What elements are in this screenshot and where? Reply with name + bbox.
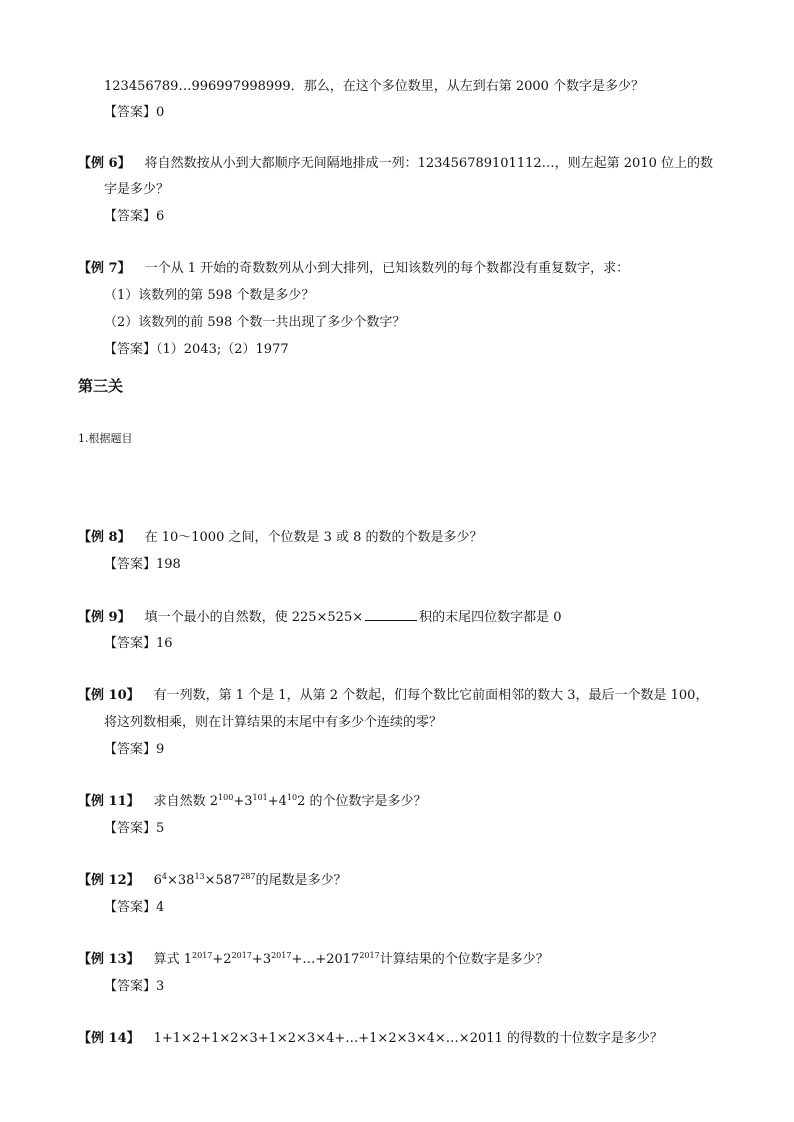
section-title: 第三关 [78, 377, 124, 395]
intro-text: 123456789…996997998999．那么，在这个多位数里，从左到右第 2000 个数字是多少？ [104, 79, 645, 94]
example-10-answer [104, 741, 164, 759]
example-7-q2: （2）该数列的前 598 个数一共出现了多少个数字？ [104, 315, 406, 330]
example-14-tag: 【例 14】 [78, 1031, 140, 1046]
example-8-line1 [78, 529, 483, 547]
example-8-tag: 【例 8】 [78, 530, 131, 545]
answer-value: 3 [156, 979, 165, 994]
intro-answer [104, 104, 164, 122]
answer-value: （1）2043;（2）1977 [156, 342, 289, 357]
example-12-text: $6^4\times 38^{13}\times 587^{287}$的尾数是多少？ [153, 872, 347, 888]
answer-label: 【答案】 [104, 900, 157, 915]
example-10-line2: 将这列数相乘，则在计算结果的末尾中有多少个连续的零？ [104, 715, 443, 730]
example-9-line1 [78, 608, 562, 627]
example-6-line2: 字是多少？ [104, 182, 170, 197]
answer-label: 【答案】 [104, 342, 157, 357]
example-13-answer [104, 978, 164, 996]
example-14-line1 [78, 1030, 663, 1048]
example-12-answer [104, 899, 164, 917]
example-12-tag: 【例 12】 [78, 873, 140, 888]
answer-value: 198 [156, 557, 181, 572]
example-8-text: 在 10～1000 之间，个位数是 3 或 8 的数的个数是多少？ [144, 530, 483, 545]
section-subtitle: 1.根据题目 [78, 432, 133, 445]
example-7-tag: 【例 7】 [78, 261, 131, 276]
fill-in-blank [365, 608, 417, 621]
answer-label: 【答案】 [104, 742, 157, 757]
example-11-text: 求自然数 $2^{100}+3^{101}+4^{10}2$ 的个位数字是多少？ [153, 793, 427, 809]
example-11-answer [104, 820, 164, 838]
example-7-line1 [78, 260, 629, 278]
example-7-q1: （1）该数列的第 598 个数是多少？ [104, 288, 315, 303]
example-11-line1 [78, 793, 427, 811]
answer-value: 4 [156, 900, 165, 915]
example-13-tag: 【例 13】 [78, 952, 140, 967]
answer-value: 16 [156, 636, 173, 651]
answer-value: 6 [156, 209, 165, 224]
example-10-tag: 【例 10】 [78, 688, 140, 703]
answer-label: 【答案】 [104, 557, 157, 572]
example-6-tag: 【例 6】 [78, 156, 131, 171]
answer-value: 9 [156, 742, 165, 757]
example-8-answer [104, 556, 181, 574]
example-6-text: 将自然数按从小到大都顺序无间隔地排成一列：123456789101112…，则左起第 2010 位上的数 [144, 156, 713, 171]
example-9-tag: 【例 9】 [78, 610, 131, 625]
answer-value: 0 [156, 105, 165, 120]
answer-label: 【答案】 [104, 979, 157, 994]
example-7-text: 一个从 1 开始的奇数数列从小到大排列，已知该数列的每个数都没有重复数字，求： [144, 261, 630, 276]
example-9-text-after: 积的末尾四位数字都是 0 [419, 610, 562, 625]
example-11-tag: 【例 11】 [78, 794, 140, 809]
example-10-line1 [78, 687, 708, 705]
answer-value: 5 [156, 821, 165, 836]
example-6-answer [104, 208, 164, 226]
example-14-text: 1+1×2+1×2×3+1×2×3×4+…+1×2×3×4×…×2011 的得数的十位数字是多少？ [153, 1031, 663, 1046]
example-13-line1 [78, 951, 549, 969]
example-9-answer [104, 635, 173, 653]
example-7-answer [104, 341, 289, 359]
answer-label: 【答案】 [104, 209, 157, 224]
answer-label: 【答案】 [104, 636, 157, 651]
example-13-text: 算式 $1^{2017}+2^{2017}+3^{2017}+\dots+2017^{2017}$计算结果的个位数字是多少？ [153, 951, 549, 967]
answer-label: 【答案】 [104, 105, 157, 120]
example-12-line1 [78, 872, 347, 890]
example-6-line1 [78, 155, 713, 173]
answer-label: 【答案】 [104, 821, 157, 836]
example-9-text-before: 填一个最小的自然数，使 225×525× [144, 610, 364, 625]
example-10-text: 有一列数，第 1 个是 1，从第 2 个数起，们每个数比它前面相邻的数大 3，最后一个数是 100， [153, 688, 709, 703]
